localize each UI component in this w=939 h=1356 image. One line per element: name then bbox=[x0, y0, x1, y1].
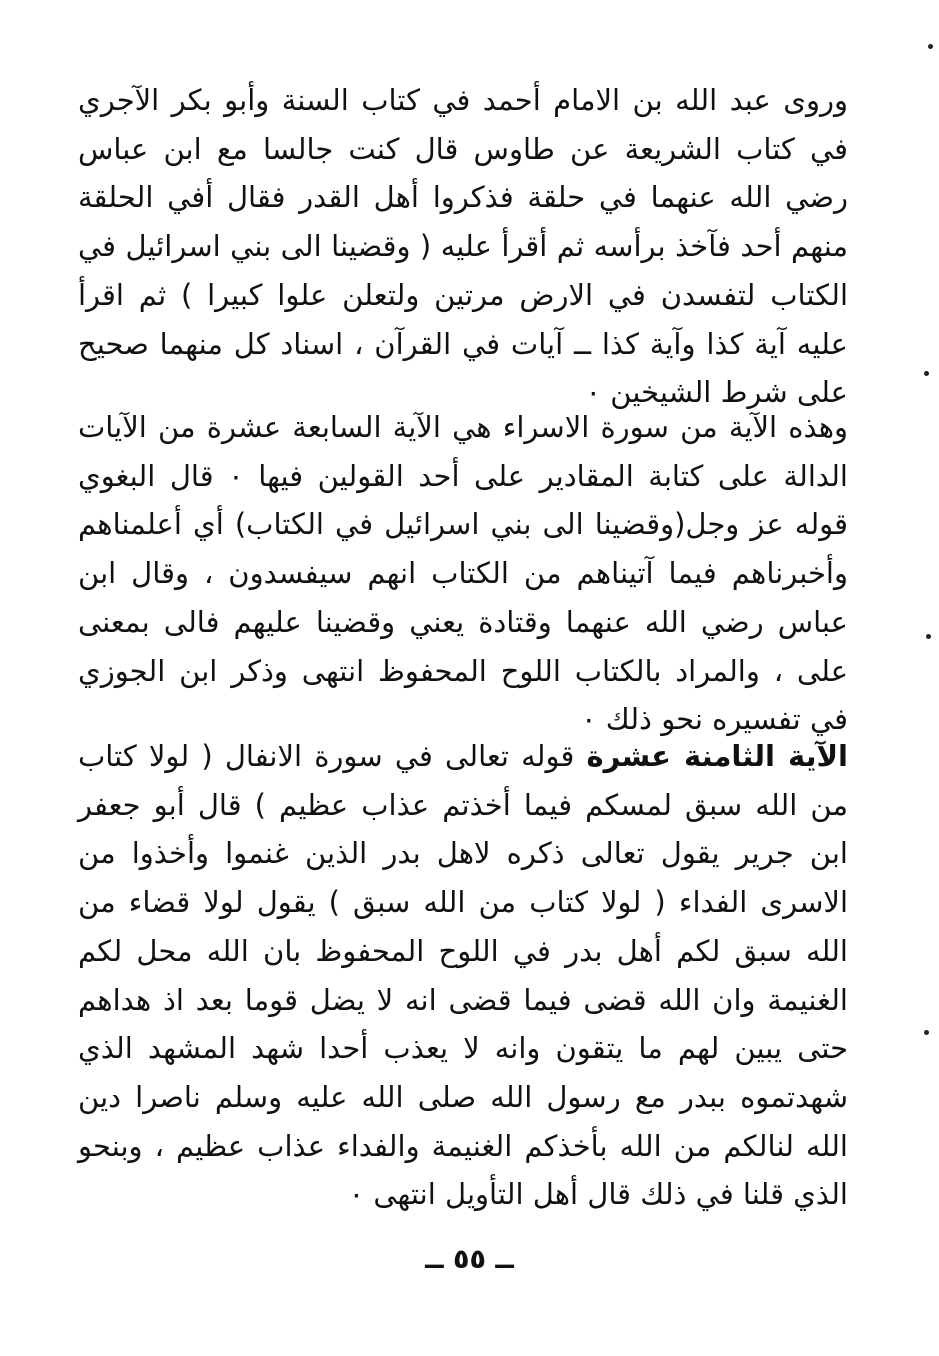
margin-mark bbox=[924, 371, 929, 376]
page-number: ــ ٥٥ ــ bbox=[425, 1244, 514, 1275]
margin-mark bbox=[926, 634, 931, 639]
paragraph-text bbox=[78, 732, 848, 1219]
section-body: قوله تعالى في سورة الانفال ( لولا كتاب من الله سبق لمسكم فيما أخذتم عذاب عظيم ) قال أبو جعفر ابن جرير يقول تعالى ذكره لاهل بدر الذين غنموا وأخذوا من الاسرى الفداء ( لولا كتاب من الله سبق ) يقول لولا قضاء من الله سبق لكم أهل بدر في اللوح المحفوظ بان الله محل لكم الغنيمة وان الله قضى فيما قضى انه لا يضل قوما بعد اذ هداهم حتى يبين لهم ما يتقون وانه لا يعذب أحدا شهد المشهد الذي شهدتموه ببدر مع رسول الله صلى الله عليه وسلم ناصرا دين الله لنالكم من الله بأخذكم الغنيمة والفداء عذاب عظيم ، وبنحو الذي قلنا في ذلك قال أهل التأويل انتهى ٠ bbox=[78, 739, 848, 1212]
paragraph-tawus-narration bbox=[78, 76, 848, 417]
paragraph-text: وهذه الآية من سورة الاسراء هي الآية السابعة عشرة من الآيات الدالة على كتابة المقادير على أحد القولين فيها ٠ قال البغوي قوله عز وجل(وقضينا الى بني اسرائيل في الكتاب) أي أعلمناهم وأخبرناهم فيما آتيناهم من الكتاب انهم سيفسدون ، وقال ابن عباس رضي الله عنهما وقتادة يعني وقضينا عليهم فالى بمعنى على ، والمراد بالكتاب اللوح المحفوظ انتهى وذكر ابن الجوزي في تفسيره نحو ذلك ٠ bbox=[78, 410, 848, 737]
paragraph-isra-verse bbox=[78, 403, 848, 744]
paragraph-text: وروى عبد الله بن الامام أحمد في كتاب السنة وأبو بكر الآجري في كتاب الشريعة عن طاوس قال كنت جالسا مع ابن عباس رضي الله عنهما في حلقة فذكروا أهل القدر فقال أفي الحلقة منهم أحد فآخذ برأسه ثم أقرأ عليه ( وقضينا الى بني اسرائيل في الكتاب لتفسدن في الارض مرتين ولتعلن علوا كبيرا ) ثم اقرأ عليه آية كذا وآية كذا ــ آيات في القرآن ، اسناد كل منهما صحيح على شرط الشيخين ٠ bbox=[78, 83, 848, 410]
paragraph-anfal-verse bbox=[78, 732, 848, 1219]
section-heading: الآية الثامنة عشرة bbox=[586, 739, 848, 773]
margin-mark bbox=[928, 44, 933, 49]
margin-mark bbox=[924, 1030, 929, 1035]
